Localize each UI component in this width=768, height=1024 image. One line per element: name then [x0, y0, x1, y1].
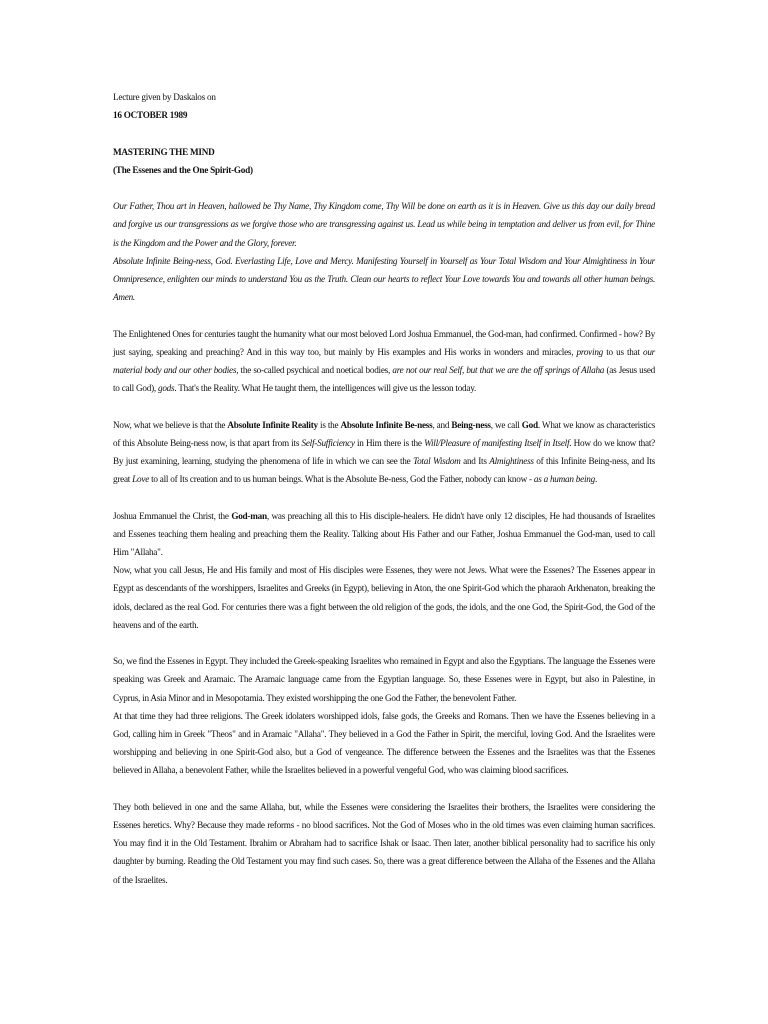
lecture-date: 16 OCTOBER 1989 [113, 110, 188, 121]
lords-prayer: Our Father, Thou art in Heaven, hallowed be Thy Name, Thy Kingdom come, Thy Will be done on earth as it is in Heaven. Give us this day our daily bread and forgive us our transgressions as we forgive those who are transgressing against us. Lead us while being in temptation and deliver us from evil, for Thine is the Kingdom and the Power and the Glory, forever. [113, 201, 655, 248]
paragraph-essenes-origin: Now, what you call Jesus, He and His family and most of His disciples were Essenes, they were not Jews. What were the Essenes? The Essenes appear in Egypt as descendants of the worshippers, Israelites and Greeks (in Egypt), believing in Aton, the one Spirit-God which the pharaoh Arkhenaton, breaking the idols, declared as the real God. For centuries there was a fight between the old religion of the gods, the idols, and the one God, the Spirit-God, the God of the heavens and of the earth. [113, 565, 655, 630]
lecture-subtitle: (The Essenes and the One Spirit-God) [113, 164, 253, 175]
lecture-byline: Lecture given by Daskalos on [113, 92, 216, 102]
paragraph-enlightened-ones: The Enlightened Ones for centuries taught the humanity what our most beloved Lord Joshua Emmanuel, the God-man, had confirmed. Confirmed - how? By just saying, speaking and preaching? And in this way too, but mainly by His examples and His works in wonders and miracles, proving to us that our material body and our other bodies, the so-called psychical and noetical bodies, are not our real Self, but that we are the off springs of Allaha (as Jesus used to call God), gods. That's the Reality. What He taught them, the intelligences will give us the lesson today. [113, 328, 656, 394]
opening-prayer: Absolute Infinite Being-ness, God. Everlasting Life, Love and Mercy. Manifesting Yourself in Yourself as Your Total Wisdom and Your Almightiness in Your Omnipresence, enlighten our minds to understand You as the Truth. Clean our hearts to reflect Your Love towards You and towards all other human beings. Amen. [113, 255, 655, 303]
paragraph-three-religions: At that time they had three religions. The Greek idolaters worshipped idols, false gods, the Greeks and Romans. Then we have the Essenes believing in a God, calling him in Greek "Theos" and in Aramaic "Allaha". They believed in a God the Father in Spirit, the merciful, loving God. And the Israelites were worshipping and believing in one Spirit-God also, but a God of vengeance. The difference between the Essenes and the Israelites was that the Essenes believed in Allaha, a benevolent Father, while the Israelites believed in a powerful vengeful God, who was claiming blood sacrifices. [113, 710, 655, 776]
lecture-text [113, 88, 655, 889]
paragraph-absolute-reality: Now, what we believe is that the Absolute Infinite Reality is the Absolute Infinite Be-ness, and Being-ness, we call God. What we know as characteristics of this Absolute Being-ness now, is that apart from its Self-Sufficiency in Him there is the Will/Pleasure of manifesting Itself in Itself. How do we know that? By just examining, learning, studying the phenomena of life in which we can see the Total Wisdom and Its Almightiness of this Infinite Being-ness, and Its great Love to all of Its creation and to us human beings. What is the Absolute Be-ness, God the Father, nobody can know - as a human being. [113, 419, 656, 485]
paragraph-allaha-difference: They both believed in one and the same Allaha, but, while the Essenes were considering the Israelites their brothers, the Israelites were considering the Essenes heretics. Why? Because they made reforms - no blood sacrifices. Not the God of Moses who in the old times was even claiming human sacrifices. You may find it in the Old Testament. Ibrahim or Abraham had to sacrifice Ishak or Isaac. Then later, another biblical personality had to sacrifice his only daughter by burning. Reading the Old Testament you may find such cases. So, there was a great difference between the Allaha of the Essenes and the Allaha of the Israelites. [113, 801, 655, 885]
lecture-title: MASTERING THE MIND [113, 146, 215, 157]
paragraph-joshua-emmanuel: Joshua Emmanuel the Christ, the God-man, was preaching all this to His disciple-healers. He didn't have only 12 disciples, He had thousands of Israelites and Essenes teaching them healing and preaching them the Reality. Talking about His Father and our Father, Joshua Emmanuel the God-man, used to call Him "Allaha". [113, 510, 655, 557]
paragraph-essenes-egypt: So, we find the Essenes in Egypt. They included the Greek-speaking Israelites who remained in Egypt and also the Egyptians. The language the Essenes were speaking was Greek and Aramaic. The Aramaic language came from the Egyptian language. So, these Essenes were in Egypt, but also in Palestine, in Cyprus, in Asia Minor and in Mesopotamia. They existed worshipping the one God the Father, the benevolent Father. [113, 656, 655, 703]
